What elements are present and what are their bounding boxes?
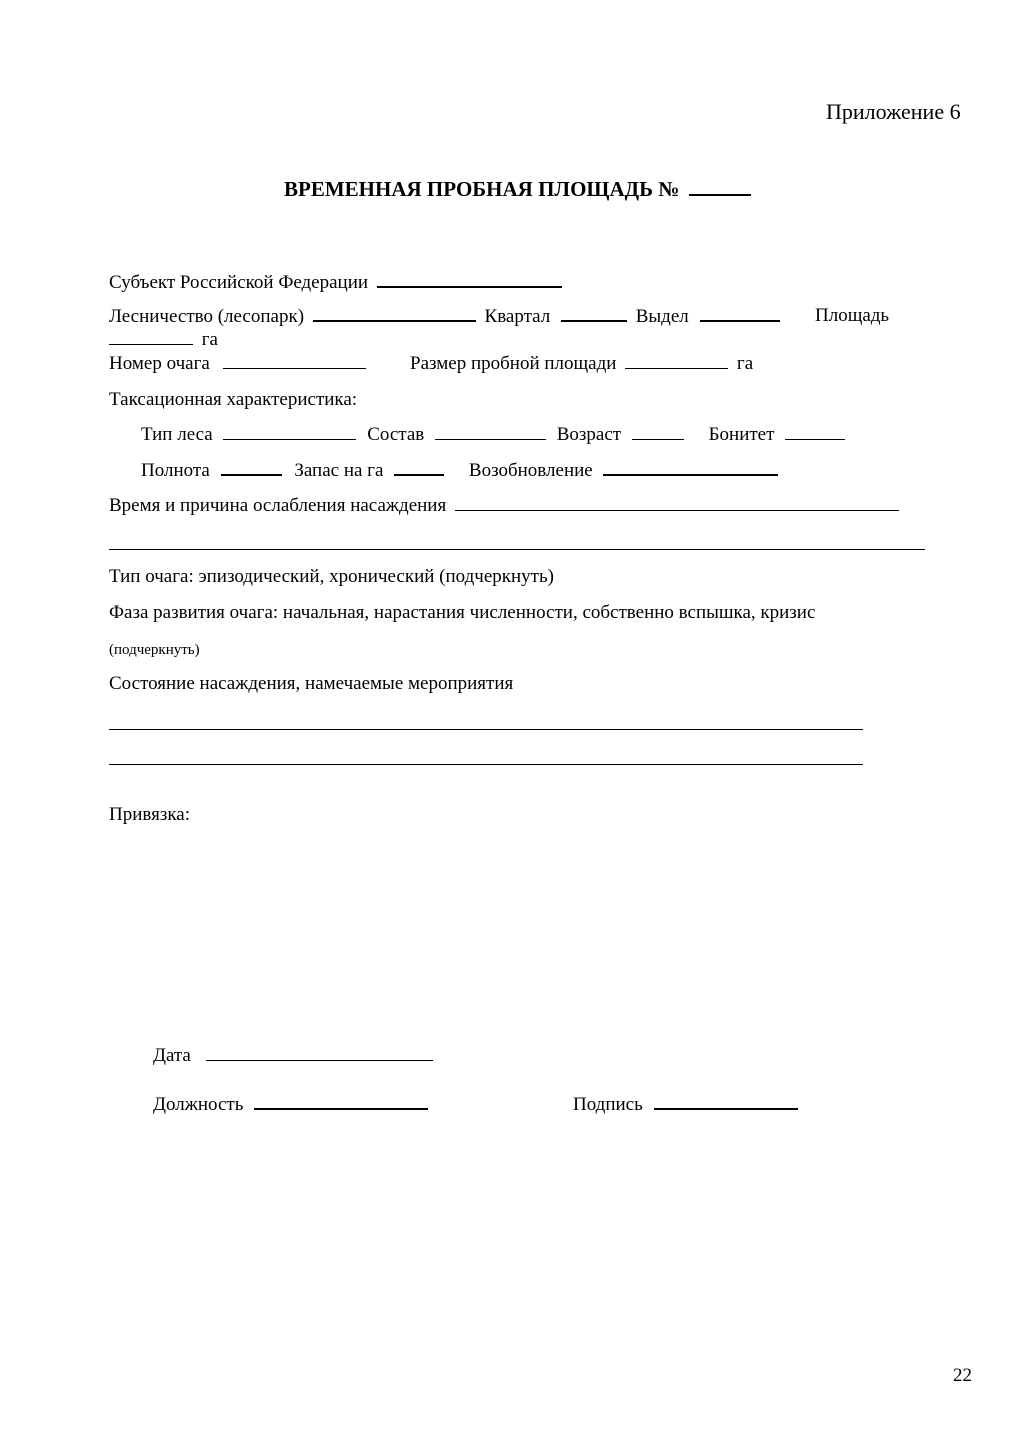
date-row [153, 1045, 433, 1067]
composition-blank[interactable] [435, 424, 546, 440]
plot-size-row [410, 353, 753, 375]
stand-condition-blank-1[interactable] [109, 729, 863, 730]
site-class-label: Бонитет [708, 424, 775, 445]
density-label: Полнота [141, 460, 210, 481]
subject-blank[interactable] [377, 271, 562, 288]
date-label: Дата [153, 1045, 191, 1066]
forest-type-label: Тип леса [141, 424, 213, 445]
position-row [153, 1093, 428, 1116]
plot-size-unit: га [736, 353, 754, 374]
weakening-blank-2[interactable] [109, 549, 925, 550]
stock-blank[interactable] [394, 459, 444, 476]
date-blank[interactable] [206, 1045, 433, 1061]
area-row [109, 329, 218, 351]
stand-condition-blank-2[interactable] [109, 764, 863, 765]
forest-type-blank[interactable] [223, 424, 356, 440]
site-class-blank[interactable] [785, 424, 845, 440]
signature-row [573, 1093, 798, 1116]
appendix-label: Приложение 6 [826, 99, 961, 124]
focus-type-label: Тип очага: эпизодический, хронический (подчеркнуть) [109, 566, 554, 587]
page-number: 22 [953, 1365, 972, 1386]
regeneration-label: Возобновление [468, 460, 593, 481]
area-blank[interactable] [109, 329, 193, 345]
quarter-label: Квартал [484, 306, 551, 327]
allotment-blank[interactable] [700, 305, 780, 322]
taxation-row-2 [141, 459, 778, 482]
quarter-blank[interactable] [561, 305, 627, 322]
weakening-blank[interactable] [455, 495, 899, 511]
allotment-label: Выдел [635, 306, 689, 327]
forestry-row [109, 305, 780, 328]
focus-number-blank[interactable] [223, 353, 366, 369]
signature-label: Подпись [573, 1094, 643, 1115]
focus-phase-label: Фаза развития очага: начальная, нарастания численности, собственно вспышка, кризис [109, 602, 816, 623]
taxation-row-1 [141, 424, 845, 446]
subject-label: Субъект Российской Федерации [109, 272, 369, 293]
underline-note: (подчеркнуть) [109, 642, 200, 658]
title-text: ВРЕМЕННАЯ ПРОБНАЯ ПЛОЩАДЬ № [284, 177, 680, 201]
composition-label: Состав [367, 424, 425, 445]
weakening-row [109, 495, 899, 517]
focus-number-label: Номер очага [109, 353, 210, 374]
age-label: Возраст [556, 424, 622, 445]
weakening-label: Время и причина ослабления насаждения [109, 495, 447, 516]
area-label: Площадь [815, 305, 890, 326]
signature-blank[interactable] [654, 1093, 798, 1110]
stock-label: Запас на га [294, 460, 384, 481]
density-blank[interactable] [221, 459, 282, 476]
forestry-blank[interactable] [313, 305, 476, 322]
area-unit: га [201, 329, 218, 350]
position-label: Должность [153, 1094, 244, 1115]
plot-number-blank[interactable] [689, 179, 751, 196]
forestry-label: Лесничество (лесопарк) [109, 306, 305, 327]
plot-size-label: Размер пробной площади [410, 353, 617, 374]
age-blank[interactable] [632, 424, 684, 440]
plot-size-blank[interactable] [625, 353, 728, 369]
position-blank[interactable] [254, 1093, 428, 1110]
binding-label: Привязка: [109, 804, 191, 825]
subject-row [109, 271, 562, 294]
regeneration-blank[interactable] [603, 459, 778, 476]
focus-number-row [109, 353, 366, 375]
stand-condition-label: Состояние насаждения, намечаемые мероприятия [109, 673, 514, 694]
page-title [284, 178, 751, 200]
taxation-label: Таксационная характеристика: [109, 389, 358, 410]
